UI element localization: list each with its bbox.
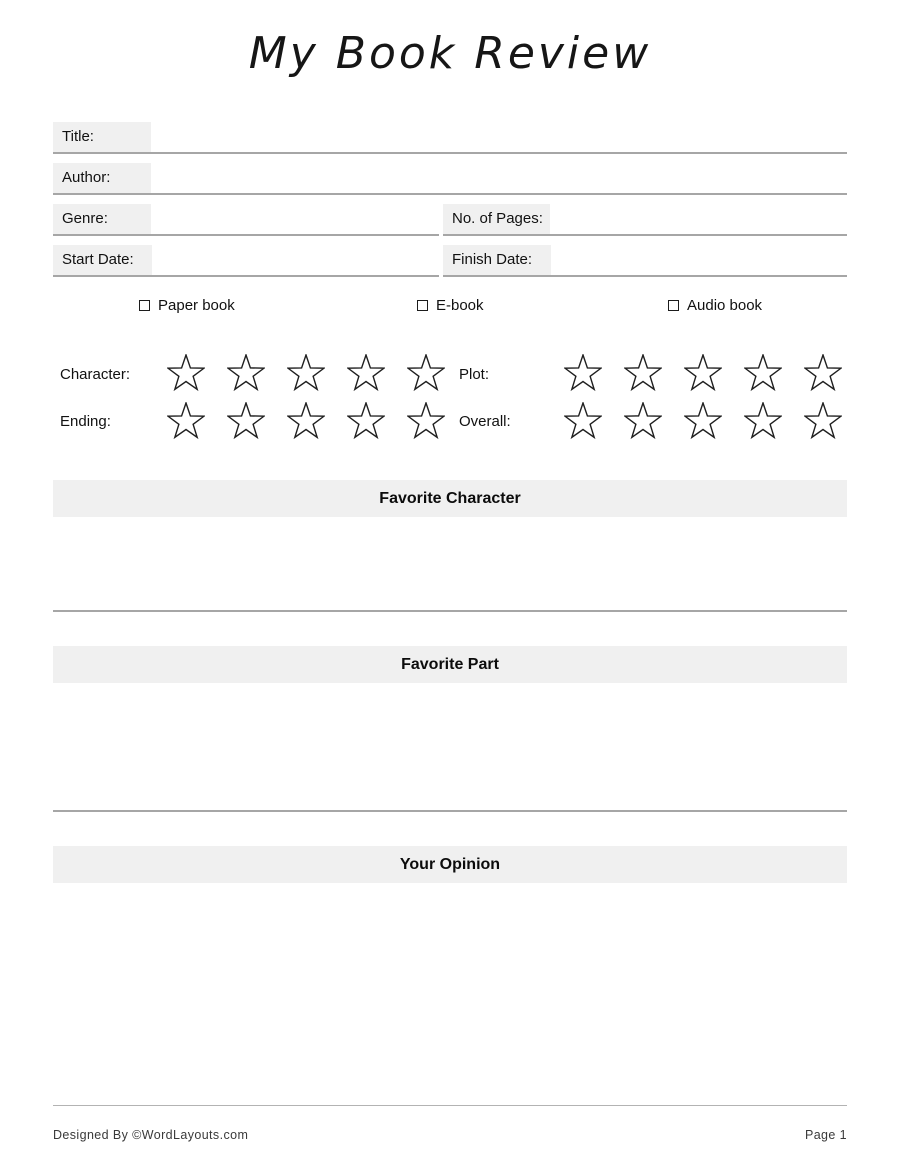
star-icon[interactable] [407,354,445,394]
star-icon[interactable] [744,402,782,442]
star-icon[interactable] [804,354,842,394]
format-option-e-book[interactable] [417,295,484,315]
your-opinion-writing-area[interactable] [53,884,847,1102]
star-icon[interactable] [227,354,265,394]
star-icon[interactable] [347,354,385,394]
pages-input-area[interactable] [551,204,847,234]
favorite-part-section-rule [53,810,847,812]
overall-star-rating[interactable] [564,402,842,442]
character-star-rating[interactable] [167,354,445,394]
finish-date-input-area[interactable] [552,245,847,275]
star-icon[interactable] [407,402,445,442]
ending-star-rating[interactable] [167,402,445,442]
star-icon[interactable] [624,354,662,394]
genre-field-rule [53,234,439,236]
author-field-label: Author: [53,163,151,193]
pages-field-label: No. of Pages: [443,204,550,234]
favorite-character-writing-area[interactable] [53,518,847,609]
genre-field-label: Genre: [53,204,151,234]
section-header-your-opinion: Your Opinion [53,846,847,883]
e-book-checkbox[interactable] [417,300,428,311]
star-icon[interactable] [287,354,325,394]
audio-book-checkbox[interactable] [668,300,679,311]
author-field-rule [53,193,847,195]
paper-book-label: Paper book [158,296,235,314]
plot-star-rating[interactable] [564,354,842,394]
author-input-area[interactable] [152,163,847,193]
finish-date-field-label: Finish Date: [443,245,551,275]
start-date-field-rule [53,275,439,277]
favorite-character-section-rule [53,610,847,612]
star-icon[interactable] [167,354,205,394]
star-icon[interactable] [564,354,602,394]
e-book-label: E-book [436,296,484,314]
plot-rating-label: Plot: [459,366,490,383]
start-date-field-label: Start Date: [53,245,152,275]
genre-input-area[interactable] [152,204,439,234]
character-rating-label: Character: [60,366,131,383]
star-icon[interactable] [227,402,265,442]
start-date-input-area[interactable] [153,245,439,275]
star-icon[interactable] [347,402,385,442]
overall-rating-label: Overall: [459,413,511,430]
section-header-favorite-part: Favorite Part [53,646,847,683]
star-icon[interactable] [287,402,325,442]
title-field-rule [53,152,847,154]
pages-field-rule [443,234,847,236]
star-icon[interactable] [804,402,842,442]
format-option-audio-book[interactable] [668,295,762,315]
section-header-favorite-character: Favorite Character [53,480,847,517]
star-icon[interactable] [684,402,722,442]
star-icon[interactable] [167,402,205,442]
star-icon[interactable] [684,354,722,394]
paper-book-checkbox[interactable] [139,300,150,311]
footer-divider [53,1105,847,1106]
format-option-paper-book[interactable] [139,295,235,315]
audio-book-label: Audio book [687,296,763,314]
title-field-label: Title: [53,122,151,152]
title-input-area[interactable] [152,122,847,152]
star-icon[interactable] [744,354,782,394]
footer-page-number: Page 1 [804,1128,847,1142]
finish-date-field-rule [443,275,847,277]
document-title: My Book Review [248,28,652,79]
star-icon[interactable] [564,402,602,442]
ending-rating-label: Ending: [60,413,111,430]
favorite-part-writing-area[interactable] [53,684,847,809]
footer-credit: Designed By ©WordLayouts.com [53,1128,249,1142]
star-icon[interactable] [624,402,662,442]
